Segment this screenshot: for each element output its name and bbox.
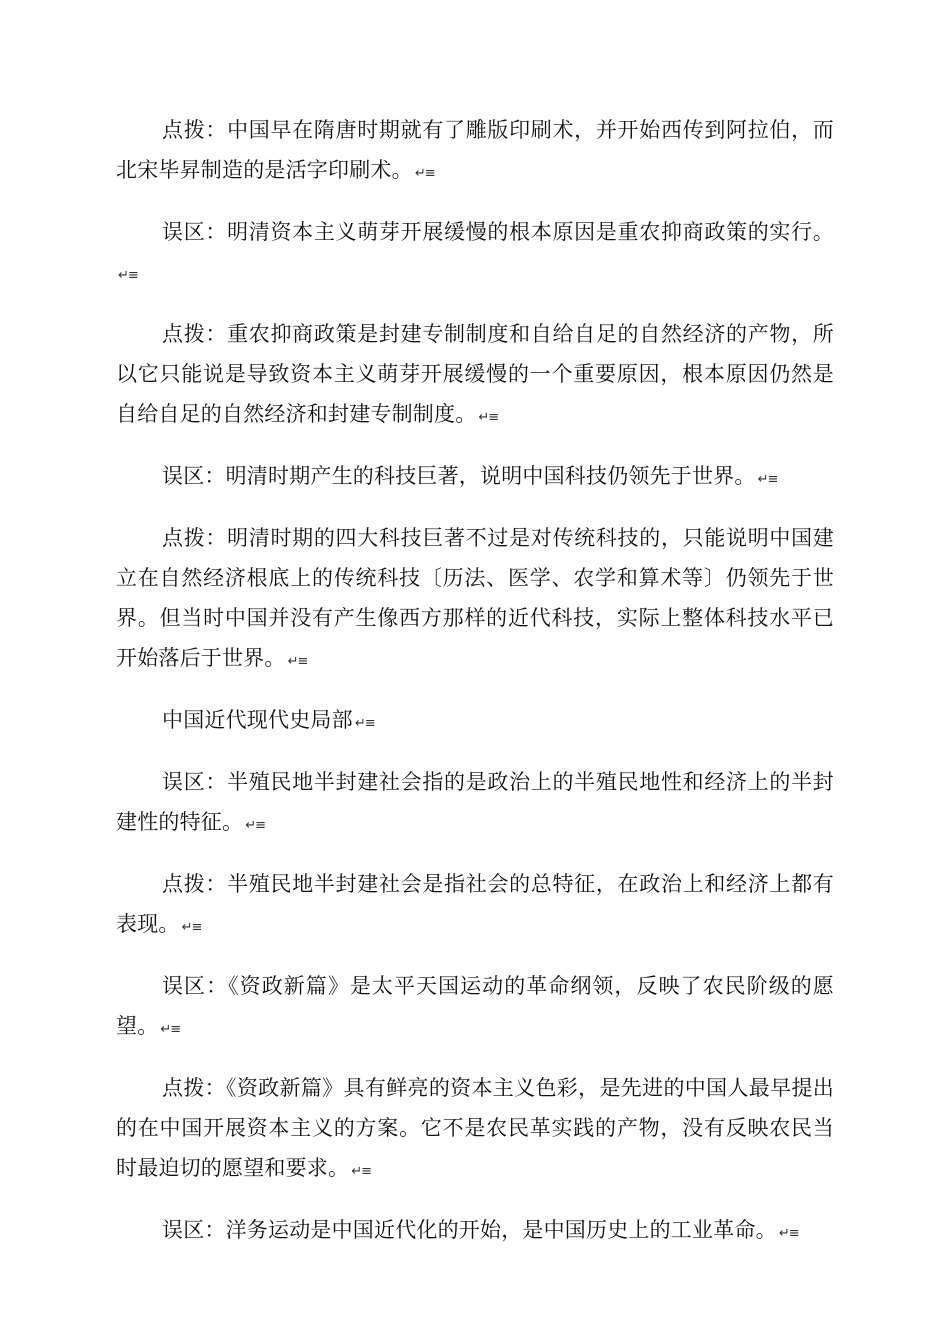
paragraph-mark-icon: ↵≡ bbox=[160, 1022, 181, 1037]
paragraph-mark-icon: ↵≡ bbox=[414, 166, 435, 181]
paragraph-mark-icon: ↵≡ bbox=[118, 268, 138, 283]
paragraph-mark-icon: ↵≡ bbox=[245, 818, 265, 833]
paragraph-mark-icon: ↵≡ bbox=[351, 1164, 371, 1179]
paragraph-2: 误区：明清资本主义萌芽开展缓慢的根本原因是重农抑商政策的实行。↵≡ bbox=[118, 220, 834, 283]
paragraph-mark-icon: ↵≡ bbox=[757, 472, 778, 487]
paragraph-11: 误区：洋务运动是中国近代化的开始，是中国历史上的工业革命。 ↵≡ bbox=[162, 1218, 799, 1242]
paragraph-8: 点拨：半殖民地半封建社会是指社会的总特征，在政治上和经济上都有表现。 ↵≡ bbox=[116, 872, 834, 936]
paragraph-7: 误区：半殖民地半封建社会指的是政治上的半殖民地性和经济上的半封建性的特征。 ↵≡ bbox=[116, 770, 834, 834]
section-heading: 中国近代现代史局部 ↵≡ bbox=[162, 708, 375, 732]
paragraph-mark-icon: ↵≡ bbox=[287, 654, 308, 669]
paragraph-10: 点拨：《资政新篇》具有鲜亮的资本主义色彩，是先进的中国人最早提出的在中国开展资本主义的方案。它不是农民革实践的产物，没有反映农民当时最迫切的愿望和要求。 ↵≡ bbox=[116, 1076, 834, 1180]
paragraph-mark-icon: ↵≡ bbox=[778, 1226, 799, 1241]
paragraph-mark-icon: ↵≡ bbox=[181, 920, 202, 935]
paragraph-9: 误区：《资政新篇》是太平天国运动的革命纲领，反映了农民阶级的愿望。 ↵≡ bbox=[116, 974, 834, 1038]
paragraph-mark-icon: ↵≡ bbox=[354, 716, 375, 731]
paragraph-mark-icon: ↵≡ bbox=[478, 410, 499, 425]
paragraph-5: 点拨：明清时期的四大科技巨著不过是对传统科技的，只能说明中国建立在自然经济根底上的传统科技〔历法、医学、农学和算术等〕仍领先于世界。但当时中国并没有产生像西方那样的近代科技，实际上整体科技水平已开始落后于世界。 ↵≡ bbox=[116, 526, 834, 670]
paragraph-1: 点拨：中国早在隋唐时期就有了雕版印刷术，并开始西传到阿拉伯，而北宋毕昇制造的是活字印刷术。 ↵≡ bbox=[116, 118, 834, 182]
document-body bbox=[116, 110, 834, 1272]
paragraph-4: 误区：明清时期产生的科技巨著，说明中国科技仍领先于世界。 ↵≡ bbox=[162, 464, 778, 488]
paragraph-3: 点拨：重农抑商政策是封建专制制度和自给自足的自然经济的产物，所以它只能说是导致资本主义萌芽开展缓慢的一个重要原因，根本原因仍然是自给自足的自然经济和封建专制制度。 ↵≡ bbox=[116, 322, 834, 426]
